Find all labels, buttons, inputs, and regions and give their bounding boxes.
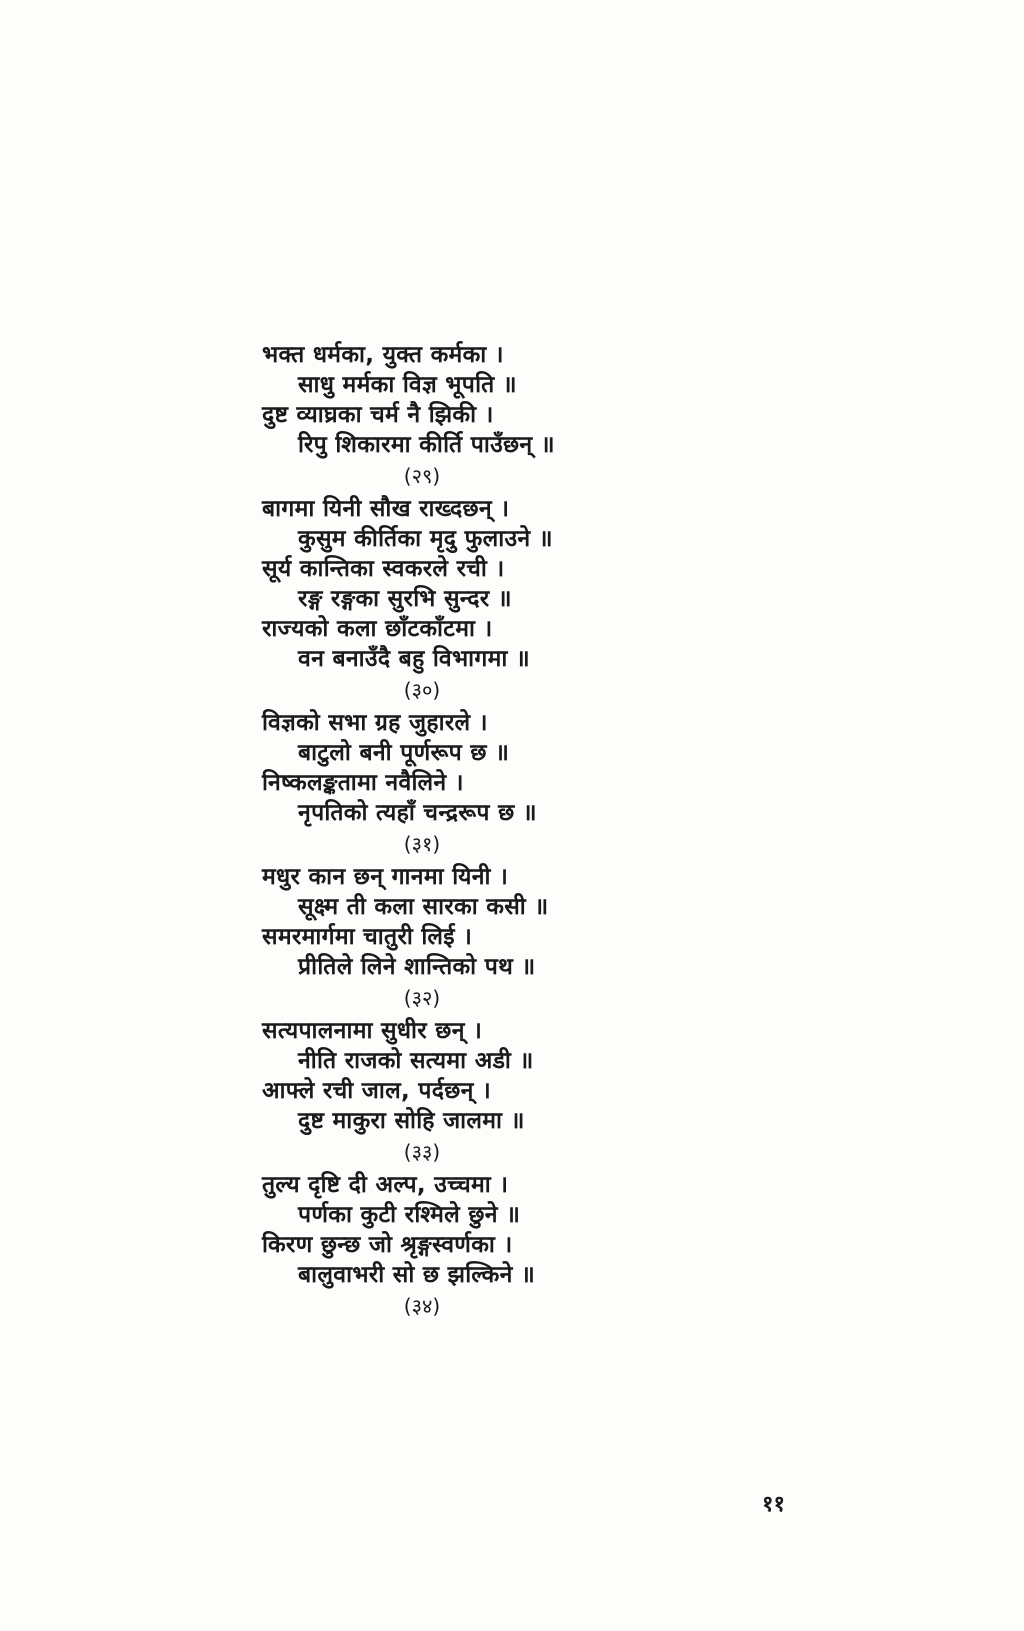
verse-line: आफ्ले रची जाल, पर्दछन् । [262, 1078, 492, 1104]
verse-line: कुसुम कीर्तिका मृदु फुलाउने ॥ [298, 526, 553, 552]
page-number: ११ [762, 1492, 785, 1517]
verse-line: रिपु शिकारमा कीर्ति पाउँछन् ॥ [298, 432, 555, 458]
verse-line: निष्कलङ्कतामा नवैलिने । [262, 770, 464, 796]
verse-line: सत्यपालनामा सुधीर छन् । [262, 1018, 483, 1044]
stanza-number: (२९) [403, 464, 441, 488]
poem-body [262, 340, 642, 1324]
verse-line: भक्त धर्मका, युक्त कर्मका । [262, 342, 504, 368]
stanza-29 [262, 340, 642, 490]
verse-line: विज्ञको सभा ग्रह जुहारले । [262, 710, 488, 736]
stanza-33 [262, 1016, 642, 1166]
stanza-number: (३०) [403, 678, 441, 702]
verse-line: बागमा यिनी सौख राख्दछन् । [262, 496, 510, 522]
stanza-34 [262, 1170, 642, 1320]
verse-line: तुल्य दृष्टि दी अल्प, उच्चमा । [262, 1172, 509, 1198]
verse-line: रङ्ग रङ्गका सुरभि सुन्दर ॥ [298, 586, 512, 612]
verse-line: बालुवाभरी सो छ झल्किने ॥ [298, 1262, 536, 1288]
verse-line: मधुर कान छन् गानमा यिनी । [262, 864, 509, 890]
verse-line: बाटुलो बनी पूर्णरूप छ ॥ [298, 740, 510, 766]
stanza-31 [262, 708, 642, 858]
stanza-32 [262, 862, 642, 1012]
verse-line: साधु मर्मका विज्ञ भूपति ॥ [298, 372, 517, 398]
stanza-number: (३१) [403, 832, 441, 856]
verse-line: प्रीतिले लिने शान्तिको पथ ॥ [298, 954, 536, 980]
verse-line: समरमार्गमा चातुरी लिई । [262, 924, 473, 950]
verse-line: नीति राजको सत्यमा अडी ॥ [298, 1048, 534, 1074]
verse-line: किरण छुन्छ जो श्रृङ्गस्वर्णका । [262, 1232, 513, 1258]
stanza-number: (३२) [403, 986, 441, 1010]
verse-line: सूक्ष्म ती कला सारका कसी ॥ [298, 894, 549, 920]
verse-line: दुष्ट माकुरा सोहि जालमा ॥ [298, 1108, 525, 1134]
verse-line: वन बनाउँदै बहु विभागमा ॥ [298, 646, 531, 672]
verse-line: दुष्ट व्याघ्रका चर्म नै झिकी । [262, 402, 494, 428]
verse-line: नृपतिको त्यहाँ चन्द्ररूप छ ॥ [298, 800, 537, 826]
stanza-number: (३३) [403, 1140, 441, 1164]
stanza-30 [262, 494, 642, 704]
verse-line: राज्यको कला छाँटकाँटमा । [262, 616, 493, 642]
verse-line: पर्णका कुटी रश्मिले छुने ॥ [298, 1202, 521, 1228]
verse-line: सूर्य कान्तिका स्वकरले रची । [262, 556, 505, 582]
stanza-number: (३४) [403, 1294, 441, 1318]
